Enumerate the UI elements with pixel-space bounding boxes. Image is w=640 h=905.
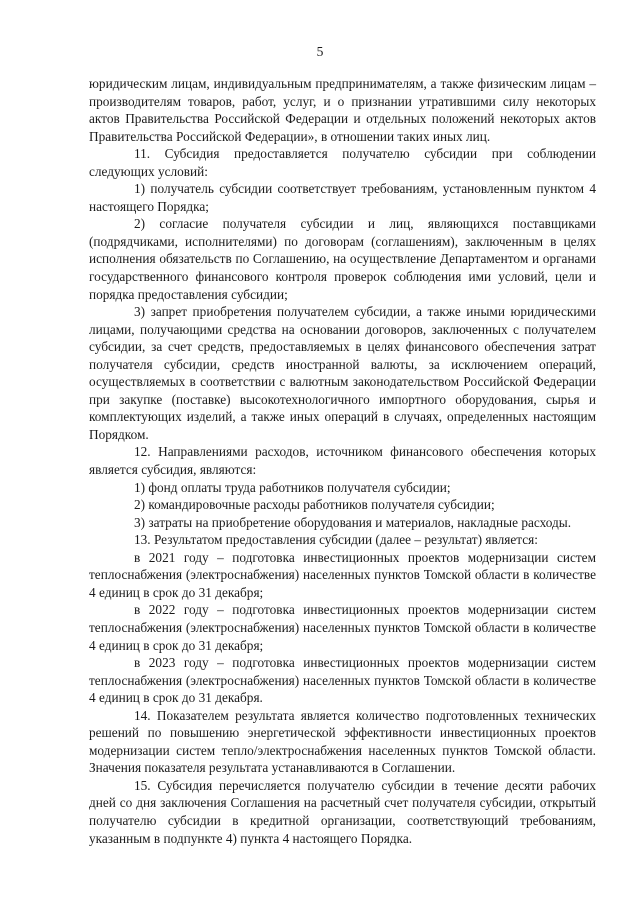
paragraph-13-year-2023: в 2023 году – подготовка инвестиционных проектов модернизации систем теплоснабжения (электроснабжения) населенных пунктов Томской области в количестве 4 единиц в срок до 31 декабря. xyxy=(89,655,596,706)
page-number: 5 xyxy=(316,44,324,59)
paragraph-11-item-3: 3) запрет приобретения получателем субсидии, а также иными юридическими лицами, получающими средства на основании договоров, заключенных с получателем субсидии, за счет средств, предоставляемых в целях финансового обеспечения затрат получателя субсидии, средств иностранной валюты, за исключением операций, осуществляемых в соответствии с валютным законодательством Российской Федерации при закупке (поставке) высокотехнологичного импортного оборудования, сырья и комплектующих изделий, а также иных операций в случаях, определенных настоящим Порядком. xyxy=(89,304,596,442)
paragraph-12-item-3: 3) затраты на приобретение оборудования и материалов, накладные расходы. xyxy=(134,514,572,530)
paragraph-11-item-1: 1) получатель субсидии соответствует требованиям, установленным пунктом 4 настоящего Порядка; xyxy=(89,181,596,214)
paragraph-13-year-2021: в 2021 году – подготовка инвестиционных проектов модернизации систем теплоснабжения (электроснабжения) населенных пунктов Томской области в количестве 4 единиц в срок до 31 декабря; xyxy=(89,549,596,600)
paragraph-12-item-2: 2) командировочные расходы работников получателя субсидии; xyxy=(134,497,495,513)
paragraph-11: 11. Субсидия предоставляется получателю субсидии при соблюдении следующих условий: xyxy=(89,146,596,179)
paragraph-13-year-2022: в 2022 году – подготовка инвестиционных проектов модернизации систем теплоснабжения (электроснабжения) населенных пунктов Томской области в количестве 4 единиц в срок до 31 декабря; xyxy=(89,602,596,653)
paragraph-12-item-1: 1) фонд оплаты труда работников получателя субсидии; xyxy=(134,479,451,495)
paragraph-11-item-2: 2) согласие получателя субсидии и лиц, являющихся поставщиками (подрядчиками, исполнителями) по договорам (соглашениям), заключенным в целях исполнения обязательств по Соглашению, на осуществление Департаментом и органами государственного финансового контроля проверок соблюдения ими условий, цели и порядка предоставления субсидии; xyxy=(89,216,596,302)
paragraph-14: 14. Показателем результата является количество подготовленных технических решений по повышению энергетической эффективности инвестиционных проектов модернизации систем тепло/электроснабжения населенных пунктов Томской области. Значения показателя результата устанавливаются в Соглашении. xyxy=(89,707,596,776)
paragraph-12: 12. Направлениями расходов, источником финансового обеспечения которых является субсидия, являются: xyxy=(89,444,596,478)
paragraph-15: 15. Субсидия перечисляется получателю субсидии в течение десяти рабочих дней со дня заключения Соглашения на расчетный счет получателя субсидии, открытый получателю субсидии в кредитной организации, соответствующий требованиям, указанным в подпункте 4) пункта 4 настоящего Порядка. xyxy=(89,777,596,846)
paragraph-13: 13. Результатом предоставления субсидии (далее – результат) является: xyxy=(134,532,538,548)
page-body xyxy=(89,75,596,847)
paragraph-continuation: юридическим лицам, индивидуальным предпринимателям, а также физическим лицам – производителям товаров, работ, услуг, и о признании утратившими силу некоторых актов Правительства Российской Федерации и отдельных положений некоторых актов Правительства Российской Федерации», в отношении таких иных лиц. xyxy=(89,76,596,144)
